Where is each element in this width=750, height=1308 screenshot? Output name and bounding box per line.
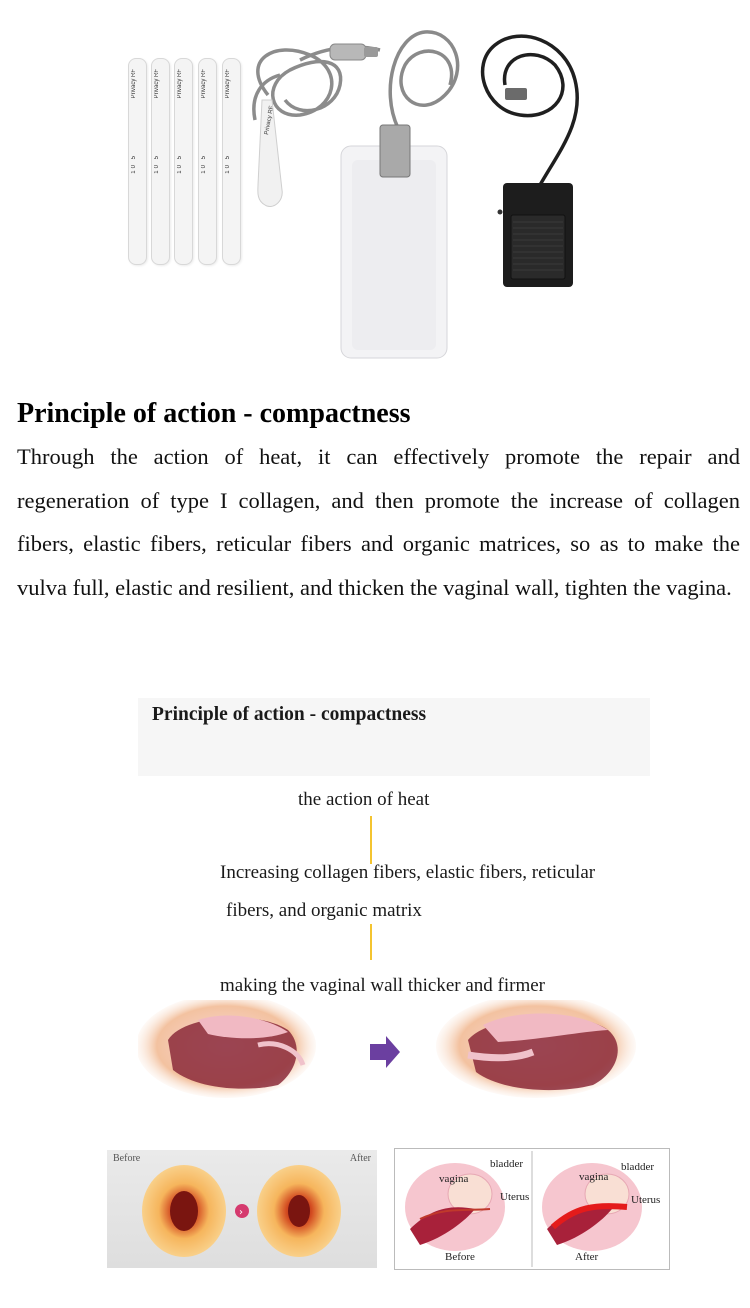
tissue-after bbox=[436, 1000, 636, 1098]
device-illustration bbox=[0, 0, 750, 380]
peach-before-pit bbox=[170, 1191, 198, 1231]
flow-step-fibers-line2: fibers, and organic matrix bbox=[226, 900, 422, 921]
peach-after-pit bbox=[288, 1195, 310, 1227]
peach-illustration bbox=[107, 1150, 377, 1268]
pad-cable bbox=[390, 32, 457, 128]
label-bladder-before: bladder bbox=[490, 1158, 523, 1170]
pedal-screw bbox=[498, 210, 503, 215]
caption-after: After bbox=[575, 1251, 599, 1263]
probe-scale: 10 5 bbox=[201, 154, 207, 174]
diagram-title: Principle of action - compactness bbox=[152, 704, 427, 725]
label-vagina-after: vagina bbox=[579, 1171, 609, 1183]
flow-step-fibers-line1: Increasing collagen fibers, elastic fibers, reticular bbox=[220, 862, 596, 883]
principle-section bbox=[17, 395, 740, 609]
flow-step-result: making the vaginal wall thicker and firmer bbox=[220, 975, 545, 996]
transition-arrow bbox=[370, 1036, 400, 1068]
connector-tip bbox=[364, 47, 378, 57]
probe-label: Privacy RF bbox=[201, 69, 207, 99]
fruit-comparison-panel bbox=[107, 1150, 377, 1268]
flow-step-heat: the action of heat bbox=[298, 789, 430, 810]
diagram-header bbox=[138, 698, 650, 776]
tissue-before bbox=[138, 1000, 316, 1098]
product-photo bbox=[0, 0, 750, 380]
probe-label: Privacy RF bbox=[131, 69, 137, 99]
label-bladder-after: bladder bbox=[621, 1161, 654, 1173]
label-vagina-before: vagina bbox=[439, 1173, 469, 1185]
probe-label: Privacy RF bbox=[177, 69, 183, 99]
probe-scale: 10 5 bbox=[131, 154, 137, 174]
anatomy-comparison-panel bbox=[394, 1148, 670, 1270]
probe-scale: 10 5 bbox=[225, 154, 231, 174]
principle-diagram bbox=[138, 698, 650, 1110]
label-uterus-before: Uterus bbox=[500, 1191, 530, 1203]
pedal-plate bbox=[511, 215, 565, 279]
label-uterus-after: Uterus bbox=[631, 1194, 661, 1206]
probe-scale: 10 5 bbox=[154, 154, 160, 174]
probe-label: Privacy RF bbox=[154, 69, 160, 99]
pedal-cable bbox=[483, 36, 578, 185]
section-paragraph: Through the action of heat, it can effectively promote the repair and regeneration of type I collagen, and then promote the increase of collagen fibers, elastic fibers, reticular fibers and organic matrices, so as to make the vulva full, elastic and resilient, and thicken the vaginal wall, tighten the vagina. bbox=[17, 444, 740, 600]
flow-arrow-2 bbox=[370, 924, 372, 960]
pad-clip bbox=[380, 125, 410, 177]
fruit-before-label: Before bbox=[113, 1153, 141, 1164]
tissue-comparison bbox=[138, 1000, 650, 1110]
flow-arrow-1 bbox=[370, 816, 372, 864]
pad-inner bbox=[352, 160, 436, 350]
probe-scale: 10 5 bbox=[177, 154, 183, 174]
fruit-after-label: After bbox=[349, 1153, 371, 1164]
svg-text:›: › bbox=[239, 1207, 243, 1218]
probe-label: Privacy RF bbox=[225, 69, 231, 99]
handpiece-label: Privacy RF bbox=[264, 105, 276, 136]
section-heading: Principle of action - compactness bbox=[17, 398, 411, 429]
pedal-connector bbox=[505, 88, 527, 100]
caption-before: Before bbox=[445, 1251, 475, 1263]
connector-plug bbox=[330, 44, 366, 60]
